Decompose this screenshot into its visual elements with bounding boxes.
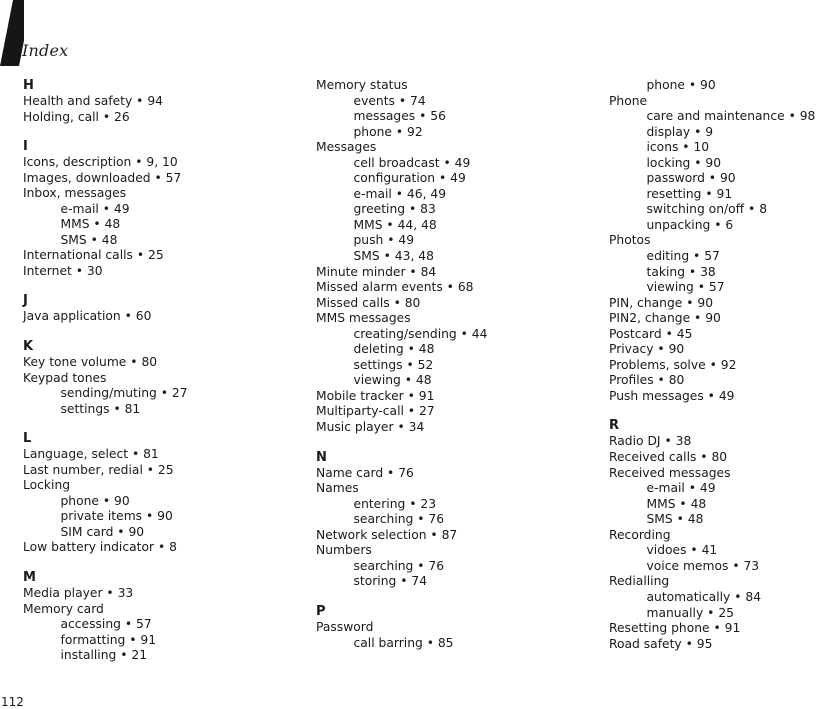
index-entry: Language, select • 81 — [23, 447, 159, 462]
index-entry: Numbers — [316, 543, 372, 558]
index-entry: MMS messages — [316, 311, 411, 326]
index-entry: Received messages — [609, 465, 731, 480]
index-entry: Names — [316, 481, 359, 496]
index-entry: Redialling — [609, 574, 670, 589]
index-subentry: e-mail • 46, 49 — [353, 186, 447, 201]
index-entry: Resetting phone • 91 — [609, 621, 741, 636]
index-subentry: viewing • 48 — [353, 373, 432, 388]
index-subentry: settings • 52 — [353, 357, 434, 372]
index-subentry: settings • 81 — [60, 401, 141, 416]
index-entry: Network selection • 87 — [316, 527, 458, 542]
index-subentry: messages • 56 — [353, 109, 446, 124]
index-subentry: call barring • 85 — [353, 635, 454, 650]
index-entry: Media player • 33 — [23, 586, 134, 601]
index-subentry: display • 9 — [646, 124, 714, 139]
index-entry: Memory status — [316, 78, 408, 92]
index-entry: Holding, call • 26 — [23, 109, 130, 124]
index-entry: PIN2, change • 90 — [609, 311, 721, 326]
index-entry: Radio DJ • 38 — [609, 434, 692, 449]
index-subentry: formatting • 91 — [60, 632, 157, 647]
index-subentry: phone • 90 — [646, 78, 716, 92]
index-subentry: switching on/off • 8 — [646, 202, 768, 217]
index-subentry: care and maintenance • 98 — [646, 109, 816, 124]
index-entry: Health and safety • 94 — [23, 94, 163, 108]
index-entry: Recording — [609, 527, 671, 542]
index-entry: Keypad tones — [23, 370, 107, 385]
index-subentry: sending/muting • 27 — [60, 386, 188, 401]
index-subentry: entering • 23 — [353, 496, 437, 511]
section-letter: R — [609, 418, 620, 434]
index-subentry: password • 90 — [646, 171, 736, 186]
index-subentry: phone • 90 — [60, 493, 130, 508]
index-subentry: e-mail • 49 — [646, 481, 716, 496]
index-subentry: SMS • 43, 48 — [353, 249, 434, 264]
index-entry: Images, downloaded • 57 — [23, 170, 182, 185]
index-subentry: greeting • 83 — [353, 202, 436, 217]
index-column-2 — [316, 78, 606, 651]
index-entry: Postcard • 45 — [609, 326, 693, 341]
section-letter: N — [316, 449, 327, 465]
index-subentry: e-mail • 49 — [60, 201, 130, 216]
index-subentry: automatically • 84 — [646, 589, 762, 604]
index-subentry: phone • 92 — [353, 124, 423, 139]
index-entry: Internet • 30 — [23, 263, 103, 278]
index-subentry: push • 49 — [353, 233, 415, 248]
index-subentry: configuration • 49 — [353, 171, 466, 186]
index-subentry: searching • 76 — [353, 558, 445, 573]
section-letter: P — [316, 603, 326, 619]
index-entry: Multiparty-call • 27 — [316, 404, 435, 419]
index-subentry: icons • 10 — [646, 140, 710, 155]
index-column-3 — [609, 78, 821, 652]
index-entry: Profiles • 80 — [609, 373, 685, 388]
index-entry: Icons, description • 9, 10 — [23, 155, 178, 170]
header-slash-mark — [0, 0, 24, 66]
index-subentry: voice memos • 73 — [646, 558, 760, 573]
index-entry: Push messages • 49 — [609, 388, 735, 403]
index-subentry: creating/sending • 44 — [353, 326, 488, 341]
index-subentry: private items • 90 — [60, 509, 173, 524]
index-entry: Memory card — [23, 601, 104, 616]
page-title: Index — [22, 41, 69, 60]
index-entry: Phone — [609, 93, 648, 108]
index-entry: Missed alarm events • 68 — [316, 280, 474, 295]
index-subentry: accessing • 57 — [60, 617, 152, 632]
index-entry: International calls • 25 — [23, 248, 164, 263]
index-subentry: MMS • 48 — [646, 496, 707, 511]
index-subentry: resetting • 91 — [646, 186, 733, 201]
index-subentry: manually • 25 — [646, 605, 734, 620]
index-entry: Photos — [609, 233, 651, 248]
section-letter: I — [23, 139, 28, 155]
index-subentry: viewing • 57 — [646, 280, 725, 295]
index-subentry: events • 74 — [353, 93, 426, 108]
index-subentry: MMS • 44, 48 — [353, 217, 437, 232]
index-subentry: SMS • 48 — [646, 512, 704, 527]
index-entry: Road safety • 95 — [609, 636, 713, 651]
section-letter: J — [23, 293, 28, 309]
index-subentry: deleting • 48 — [353, 342, 435, 357]
index-subentry: installing • 21 — [60, 648, 148, 663]
index-entry: Inbox, messages — [23, 186, 127, 201]
index-entry: Mobile tracker • 91 — [316, 388, 435, 403]
index-entry: Privacy • 90 — [609, 342, 685, 357]
index-entry: Low battery indicator • 8 — [23, 540, 177, 555]
index-entry: Missed calls • 80 — [316, 295, 421, 310]
index-entry: Java application • 60 — [23, 309, 152, 324]
section-letter: M — [23, 570, 36, 586]
index-subentry: unpacking • 6 — [646, 217, 734, 232]
index-subentry: editing • 57 — [646, 249, 720, 264]
index-entry: Received calls • 80 — [609, 450, 728, 465]
index-entry: Last number, redial • 25 — [23, 462, 174, 477]
index-subentry: taking • 38 — [646, 264, 716, 279]
section-letter: H — [23, 78, 34, 93]
index-entry: Minute minder • 84 — [316, 264, 437, 279]
index-entry: Key tone volume • 80 — [23, 355, 158, 370]
index-subentry: vidoes • 41 — [646, 543, 718, 558]
index-subentry: searching • 76 — [353, 512, 445, 527]
section-letter: L — [23, 431, 32, 447]
index-entry: Music player • 34 — [316, 420, 425, 435]
section-letter: K — [23, 339, 34, 355]
index-subentry: cell broadcast • 49 — [353, 155, 471, 170]
index-column-1 — [23, 78, 313, 664]
index-entry: Problems, solve • 92 — [609, 357, 737, 372]
page-number: 112 — [1, 695, 24, 709]
index-subentry: MMS • 48 — [60, 217, 121, 232]
index-subentry: storing • 74 — [353, 574, 428, 589]
index-subentry: SIM card • 90 — [60, 524, 145, 539]
index-entry: Name card • 76 — [316, 465, 414, 480]
index-entry: Locking — [23, 478, 71, 493]
index-subentry: locking • 90 — [646, 155, 722, 170]
index-entry: Messages — [316, 140, 377, 155]
index-subentry: SMS • 48 — [60, 232, 118, 247]
index-entry: Password — [316, 619, 374, 634]
index-entry: PIN, change • 90 — [609, 295, 714, 310]
